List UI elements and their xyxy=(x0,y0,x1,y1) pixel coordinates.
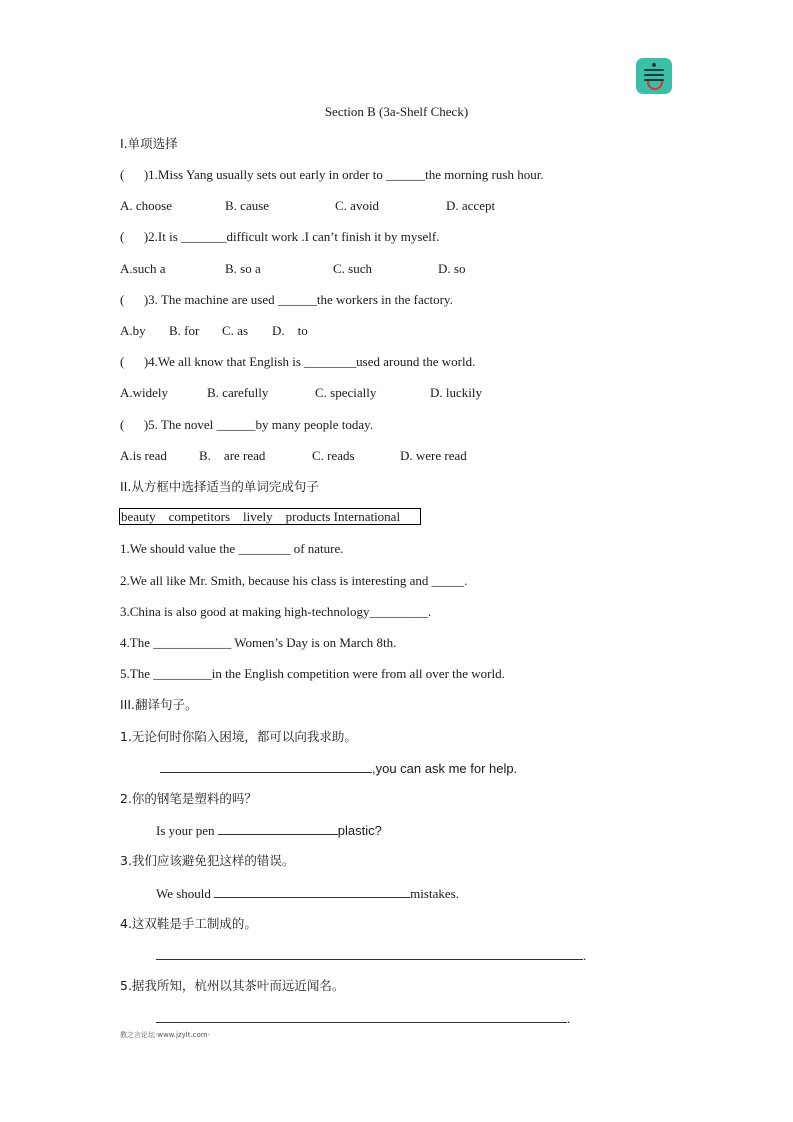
option-b: B. are read xyxy=(199,448,266,463)
translation-prompt: 1.无论何时你陷入困境，都可以向我求助。 xyxy=(120,729,357,744)
option-c: C. avoid xyxy=(335,198,380,213)
logo-smile xyxy=(647,81,663,90)
translation-answer: ,you can ask me for help. xyxy=(160,760,517,777)
part1-heading: I.单项选择 xyxy=(120,136,178,151)
fill-sentence: 3.China is also good at making high-technology_________. xyxy=(120,604,432,619)
answer-blank[interactable] xyxy=(156,947,583,960)
translation-prompt: 5.据我所知，杭州以其茶叶而远近闻名。 xyxy=(120,978,345,993)
option-b: B. for xyxy=(169,323,200,338)
site-logo-icon xyxy=(636,58,672,94)
option-d: D. accept xyxy=(446,198,496,213)
question-stem: ( )4.We all know that English is ________used around the world. xyxy=(120,354,476,369)
question-stem: ( )2.It is _______difficult work .I can’t finish it by myself. xyxy=(120,229,440,244)
option-a: A.by xyxy=(120,323,146,338)
translation-answer: . xyxy=(156,947,586,964)
translation-prompt: 4.这双鞋是手工制成的。 xyxy=(120,916,257,931)
translation-answer: Is your pen plastic? xyxy=(156,823,382,838)
translation-prompt: 2.你的钢笔是塑料的吗？ xyxy=(120,791,257,806)
page-title: Section B (3a-Shelf Check) xyxy=(324,104,469,119)
answer-blank[interactable] xyxy=(218,822,338,835)
option-a: A.such a xyxy=(120,261,166,276)
option-a: A.is read xyxy=(120,448,167,463)
fill-sentence: 5.The _________in the English competition were from all over the world. xyxy=(120,666,505,681)
option-b: B. carefully xyxy=(207,385,269,400)
translation-answer: We should mistakes. xyxy=(156,886,459,901)
logo-bar xyxy=(644,69,664,71)
logo-bar xyxy=(644,74,664,76)
option-d: D. so xyxy=(438,261,466,276)
option-c: C. as xyxy=(222,323,248,338)
question-stem: ( )1.Miss Yang usually sets out early in order to ______the morning rush hour. xyxy=(120,167,544,182)
answer-blank[interactable] xyxy=(156,1010,567,1023)
option-c: C. specially xyxy=(315,385,377,400)
option-d: D. luckily xyxy=(430,385,482,400)
fill-sentence: 1.We should value the ________ of nature. xyxy=(120,541,344,556)
option-d: D. to xyxy=(272,323,308,338)
logo-dot xyxy=(652,63,656,67)
answer-blank[interactable] xyxy=(160,760,372,773)
option-d: D. were read xyxy=(400,448,467,463)
question-stem: ( )5. The novel ______by many people today. xyxy=(120,417,374,432)
option-c: C. reads xyxy=(312,448,355,463)
question-stem: ( )3. The machine are used ______the workers in the factory. xyxy=(120,292,453,307)
fill-sentence: 4.The ____________ Women’s Day is on March 8th. xyxy=(120,635,397,650)
option-a: A.widely xyxy=(120,385,169,400)
footer-watermark: 教之言论坛·www.jzylt.com· xyxy=(120,1031,210,1039)
translation-prompt: 3.我们应该避免犯这样的错误。 xyxy=(120,853,295,868)
fill-sentence: 2.We all like Mr. Smith, because his class is interesting and _____. xyxy=(120,573,468,588)
word-box: beauty competitors lively products International xyxy=(119,508,421,525)
part2-heading: II.从方框中选择适当的单词完成句子 xyxy=(120,479,319,494)
option-c: C. such xyxy=(333,261,372,276)
translation-answer: . xyxy=(156,1010,570,1027)
answer-blank[interactable] xyxy=(214,885,410,898)
option-a: A. choose xyxy=(120,198,172,213)
part3-heading: III.翻译句子。 xyxy=(120,697,198,712)
option-b: B. so a xyxy=(225,261,261,276)
option-b: B. cause xyxy=(225,198,270,213)
